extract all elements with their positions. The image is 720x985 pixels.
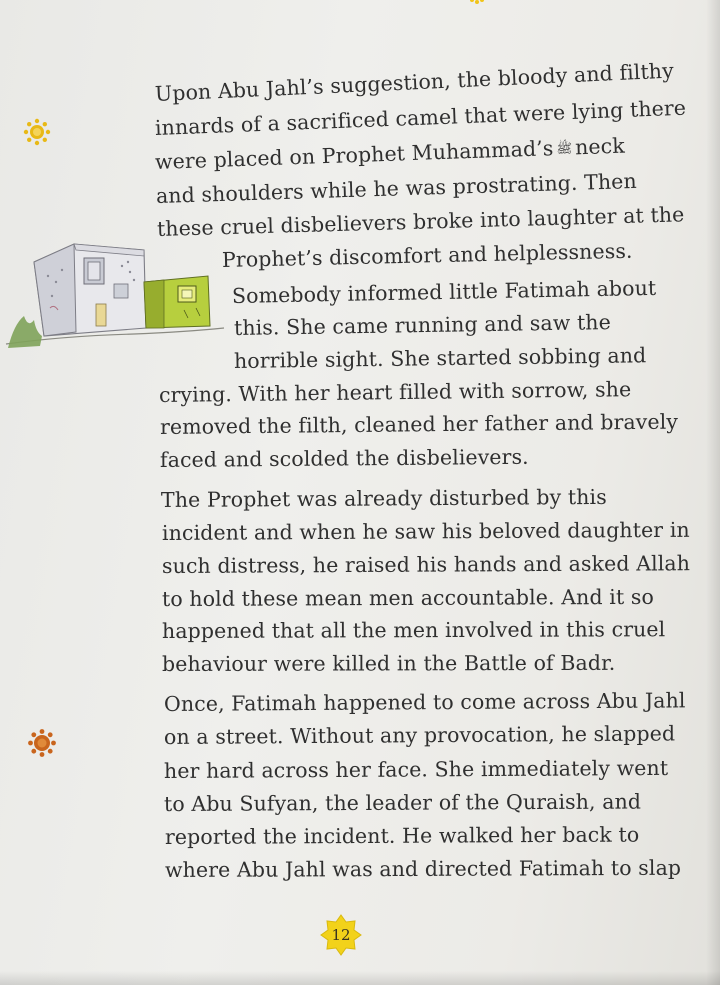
paragraph2-line2: this. She came running and saw the bbox=[233, 310, 612, 340]
paragraph4-line3: her hard across her face. She immediately went bbox=[163, 755, 669, 783]
sun-icon-top bbox=[462, 0, 492, 8]
paragraph1-line2: innards of a sacrificed camel that were lying there bbox=[154, 95, 687, 140]
paragraph3-line6: behaviour were killed in the Battle of Badr. bbox=[161, 650, 616, 676]
paragraph1-line4: and shoulders while he was prostrating. Then bbox=[155, 168, 638, 208]
paragraph3-line1: The Prophet was already disturbed by this bbox=[160, 484, 607, 512]
paragraph3-line5: happened that all the men involved in this cruel bbox=[161, 617, 666, 643]
paragraph1-line3-tail: neck bbox=[574, 133, 626, 160]
flower-icon bbox=[27, 728, 57, 758]
paragraph2-line5: removed the filth, cleaned her father and bravely bbox=[159, 409, 679, 439]
paragraph3-line2: incident and when he saw his beloved daughter in bbox=[161, 517, 690, 545]
paragraph4-line4: to Abu Sufyan, the leader of the Quraish, and bbox=[163, 789, 642, 816]
paragraph2-line6: faced and scolded the disbelievers. bbox=[159, 444, 529, 472]
paragraph4-line1: Once, Fatimah happened to come across Abu Jahl bbox=[163, 688, 686, 716]
page-bottom-shadow bbox=[0, 971, 720, 985]
paragraph1-line1: Upon Abu Jahl’s suggestion, the bloody and filthy bbox=[154, 58, 675, 106]
sun-icon bbox=[23, 118, 51, 146]
honorific-symbol: ﷺ bbox=[556, 141, 573, 157]
paragraph2-line4: crying. With her heart filled with sorrow, she bbox=[158, 377, 632, 407]
house-illustration bbox=[4, 236, 226, 354]
page-edge-shadow bbox=[706, 0, 720, 985]
paragraph4-line6: where Abu Jahl was and directed Fatimah to slap bbox=[164, 855, 682, 882]
paragraph3-line4: to hold these mean men accountable. And it so bbox=[161, 584, 654, 611]
paragraph1-line3-text: were placed on Prophet Muhammad’s bbox=[154, 136, 554, 174]
paragraph2-line1: Somebody informed little Fatimah about bbox=[231, 275, 657, 308]
paragraph1-line5: these cruel disbelievers broke into laughter at the bbox=[156, 202, 685, 241]
paragraph3-line3: such distress, he raised his hands and asked Allah bbox=[161, 551, 691, 578]
paragraph4-line2: on a street. Without any provocation, he slapped bbox=[163, 721, 676, 749]
paragraph1-line6: Prophet’s discomfort and helplessness. bbox=[221, 238, 633, 272]
paragraph2-line3: horrible sight. She started sobbing and bbox=[233, 343, 647, 373]
page-number: 12 bbox=[331, 926, 351, 944]
paragraph4-line5: reported the incident. He walked her back to bbox=[164, 822, 640, 849]
paragraph1-line3 bbox=[154, 133, 626, 174]
